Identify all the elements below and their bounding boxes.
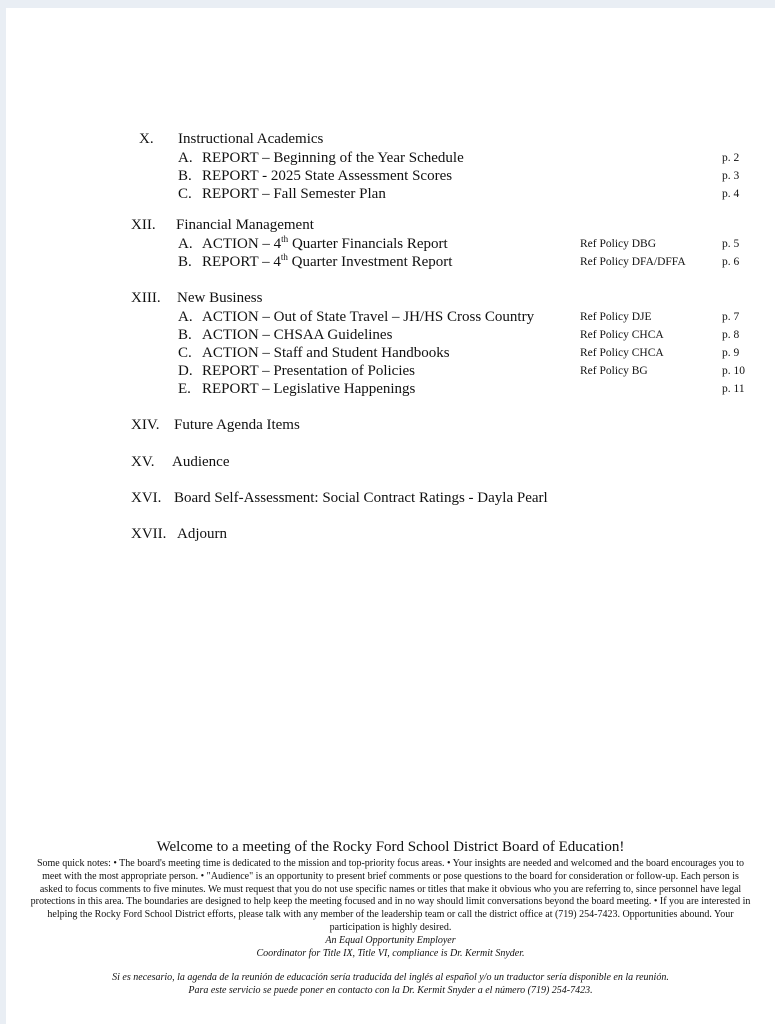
item-letter: C. bbox=[178, 345, 192, 361]
item-text: REPORT – 4th Quarter Investment Report bbox=[202, 252, 453, 270]
item-page: p. 10 bbox=[722, 365, 745, 377]
agenda-page bbox=[6, 8, 775, 1024]
agenda-item bbox=[6, 167, 775, 185]
section-header-xiv bbox=[6, 416, 775, 434]
agenda-item bbox=[6, 380, 775, 398]
item-ref-policy: Ref Policy CHCA bbox=[580, 347, 664, 359]
title-ix-coordinator-line: Coordinator for Title IX, Title VI, compliance is Dr. Kermit Snyder. bbox=[256, 947, 525, 959]
item-text: REPORT - 2025 State Assessment Scores bbox=[202, 168, 453, 184]
section-number: XIV. bbox=[131, 417, 160, 433]
item-ref-policy: Ref Policy DFA/DFFA bbox=[580, 256, 686, 268]
section-title: Instructional Academics bbox=[178, 131, 324, 147]
agenda-item bbox=[6, 308, 775, 326]
section-title: Board Self-Assessment: Social Contract Ratings - Dayla Pearl bbox=[174, 490, 548, 506]
agenda-item bbox=[6, 326, 775, 344]
section-number: X. bbox=[139, 131, 154, 147]
section-title: New Business bbox=[177, 290, 263, 306]
item-ref-policy: Ref Policy CHCA bbox=[580, 329, 664, 341]
section-header-xiii bbox=[6, 289, 775, 307]
item-page: p. 11 bbox=[722, 383, 745, 395]
item-ref-policy: Ref Policy BG bbox=[580, 365, 648, 377]
item-letter: A. bbox=[178, 150, 193, 166]
item-page: p. 3 bbox=[722, 170, 740, 182]
item-text: REPORT – Fall Semester Plan bbox=[202, 186, 386, 202]
equal-opportunity-line: An Equal Opportunity Employer bbox=[325, 934, 456, 946]
item-page: p. 7 bbox=[722, 311, 740, 323]
agenda-item bbox=[6, 235, 775, 253]
meeting-notice bbox=[6, 838, 775, 998]
section-number: XVI. bbox=[131, 490, 162, 506]
section-number: XII. bbox=[131, 217, 156, 233]
spanish-notice-line-1: Si es necesario, la agenda de la reunión de educación sería traducida del inglés al español y/o un traductor sería disponible en la reunión. bbox=[112, 972, 669, 984]
section-header-xii bbox=[6, 216, 775, 234]
item-page: p. 9 bbox=[722, 347, 740, 359]
section-number: XVII. bbox=[131, 526, 167, 542]
item-letter: A. bbox=[178, 236, 193, 252]
item-letter: B. bbox=[178, 168, 192, 184]
section-header-xvi bbox=[6, 489, 775, 507]
welcome-heading: Welcome to a meeting of the Rocky Ford School District Board of Education! bbox=[156, 839, 625, 855]
item-text: ACTION – Staff and Student Handbooks bbox=[202, 345, 450, 361]
item-text: REPORT – Presentation of Policies bbox=[202, 363, 415, 379]
agenda-item bbox=[6, 253, 775, 271]
item-ref-policy: Ref Policy DBG bbox=[580, 238, 657, 250]
quick-notes: Some quick notes: • The board's meeting time is dedicated to the mission and top-priority focus areas. • Your insights are needed and welcomed and the board encourages you to meet with the most appropriate person. • "Audience" is an opportunity to present brief comments or pose questions to the board for consideration or follow-up. Each person is asked to focus comments to five minutes. We must request that you do not use specific names or titles that make it obvious who you are referring to, since personnel have legal protections in this area. The boundaries are designed to help keep the meeting focused and in no way should limit conversations beyond the board meeting. • If you are interested in helping the Rocky Ford School District efforts, please talk with any member of the leadership team or call the district office at (719) 254-7423. Opportunities abound. Your participation is highly desired. bbox=[30, 858, 751, 933]
section-header-xv bbox=[6, 453, 775, 471]
item-letter: A. bbox=[178, 309, 193, 325]
agenda-item bbox=[6, 185, 775, 203]
section-number: XIII. bbox=[131, 290, 161, 306]
item-text: REPORT – Beginning of the Year Schedule bbox=[202, 150, 464, 166]
agenda-item bbox=[6, 344, 775, 362]
agenda-item bbox=[6, 362, 775, 380]
agenda-item bbox=[6, 149, 775, 167]
item-letter: B. bbox=[178, 327, 192, 343]
item-text: ACTION – 4th Quarter Financials Report bbox=[202, 234, 448, 252]
section-header-xvii bbox=[6, 525, 775, 543]
item-text: ACTION – CHSAA Guidelines bbox=[202, 327, 393, 343]
item-ref-policy: Ref Policy DJE bbox=[580, 311, 652, 323]
item-page: p. 5 bbox=[722, 238, 740, 250]
section-title: Audience bbox=[172, 454, 230, 470]
item-text: ACTION – Out of State Travel – JH/HS Cross Country bbox=[202, 309, 535, 325]
item-page: p. 2 bbox=[722, 152, 740, 164]
item-text: REPORT – Legislative Happenings bbox=[202, 381, 416, 397]
section-title: Financial Management bbox=[176, 217, 314, 233]
item-letter: E. bbox=[178, 381, 191, 397]
section-number: XV. bbox=[131, 454, 155, 470]
item-page: p. 6 bbox=[722, 256, 740, 268]
item-letter: D. bbox=[178, 363, 193, 379]
item-page: p. 4 bbox=[722, 188, 740, 200]
section-header-x bbox=[6, 130, 775, 148]
section-title: Future Agenda Items bbox=[174, 417, 300, 433]
item-letter: B. bbox=[178, 254, 192, 270]
item-page: p. 8 bbox=[722, 329, 740, 341]
spanish-notice-line-2: Para este servicio se puede poner en contacto con la Dr. Kermit Snyder a el número (719) 254-7423. bbox=[188, 985, 593, 997]
section-title: Adjourn bbox=[177, 526, 227, 542]
item-letter: C. bbox=[178, 186, 192, 202]
